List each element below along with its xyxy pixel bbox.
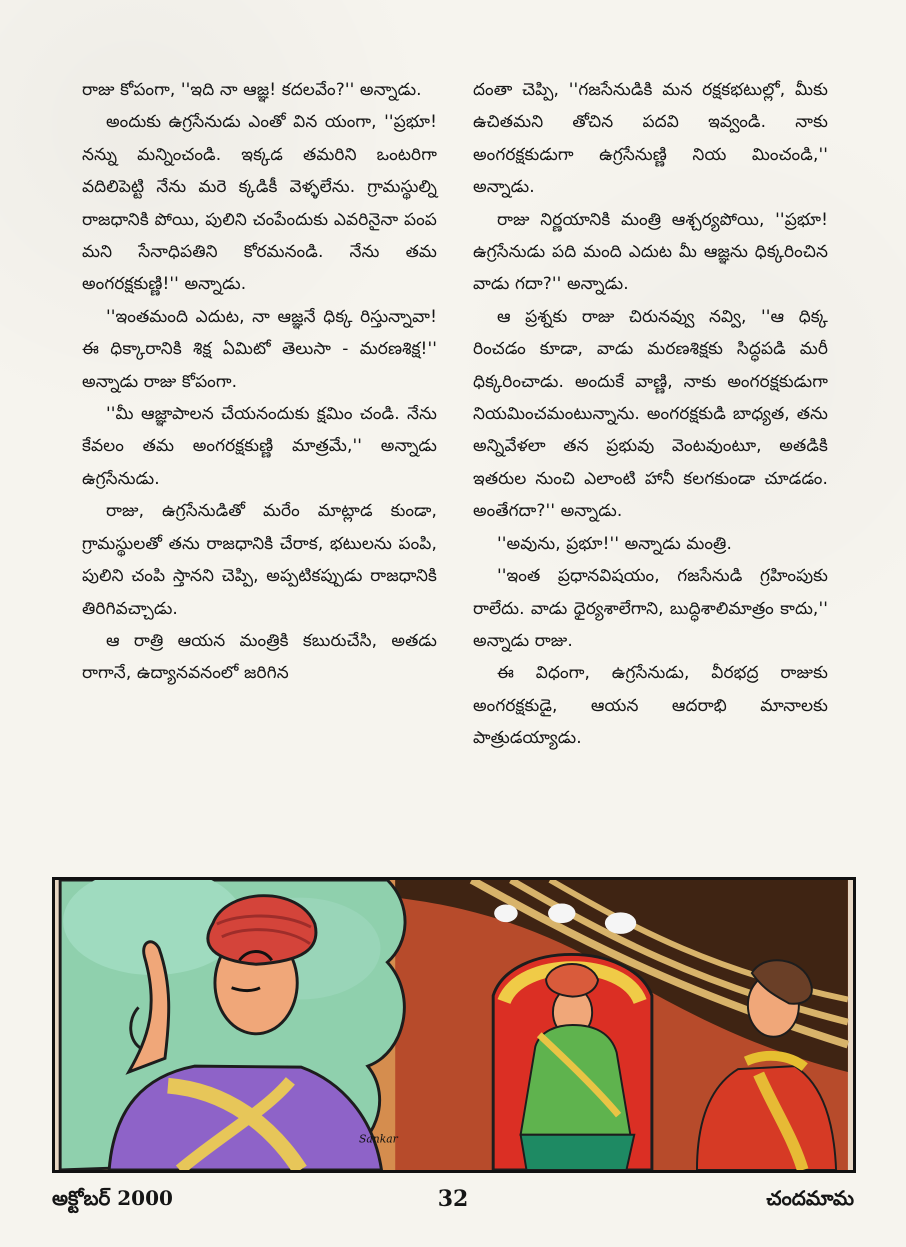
- paragraph: రాజు కోపంగా, ''ఇది నా ఆజ్ఞ! కదలవేం?'' అన్నాడు.: [82, 80, 422, 100]
- right-column: [473, 74, 828, 864]
- story-illustration: [52, 877, 856, 1173]
- story-text: [82, 74, 828, 864]
- page-footer: [0, 1186, 906, 1230]
- paragraph: ''మీ ఆజ్ఞాపాలన చేయనందుకు క్షమిం చండి. నేను కేవలం తమ అంగరక్షకుణ్ణి మాత్రమే,'' అన్నాడు ఉగ్రసేనుడు.: [82, 404, 437, 489]
- paragraph: ''అవును, ప్రభూ!'' అన్నాడు మంత్రి.: [497, 533, 732, 554]
- issue-date: అక్టోబర్ 2000: [52, 1186, 173, 1210]
- paragraph: అందుకు ఉగ్రసేనుడు ఎంతో విన యంగా, ''ప్రభూ! నన్ను మన్నించండి. ఇక్కడ తమరిని ఒంటరిగా వదిలిపెట్టి నేను మరె క్కడికీ వెళ్ళలేను. గ్రామస్థుల్ని రాజధానికి పోయి, పులిని చంపేందుకు ఎవరినైనా పంప మని సేనాధిపతిని కోరమనండి. నేను తమ అంగరక్షకుణ్ణి!'' అన్నాడు.: [82, 112, 437, 295]
- paragraph: ''ఇంత ప్రధానవిషయం, గజసేనుడి గ్రహింపుకు రాలేదు. వాడు ధైర్యశాలేగాని, బుద్ధిశాలిమాత్రం కాదు,'' అన్నాడు రాజు.: [473, 566, 828, 651]
- paragraph: ఈ విధంగా, ఉగ్రసేనుడు, వీరభద్ర రాజుకు అంగరక్షకుడై, ఆయన ఆదరాభి మానాలకు పాత్రుడయ్యాడు.: [473, 663, 828, 749]
- paragraph: ఆ రాత్రి ఆయన మంత్రికి కబురుచేసి, అతడు రాగానే, ఉద్యానవనంలో జరిగిన: [82, 630, 437, 684]
- left-column: [82, 74, 437, 864]
- paragraph: రాజు నిర్ణయానికి మంత్రి ఆశ్చర్యపోయి, ''ప్రభూ! ఉగ్రసేనుడు పది మంది ఎదుట మీ ఆజ్ఞను ధిక్కరించిన వాడు గదా?'' అన్నాడు.: [473, 209, 828, 295]
- illustration-artwork: [55, 880, 853, 1170]
- artist-signature: Sankar: [358, 1132, 398, 1146]
- paragraph: దంతా చెప్పి, ''గజసేనుడికి మన రక్షకభటుల్లో, మీకు ఉచితమని తోచిన పదవి ఇవ్వండి. నాకు అంగరక్షకుడుగా ఉగ్రసేనుణ్ణి నియ మించండి,'' అన్నాడు.: [473, 80, 828, 198]
- paragraph: ''ఇంతమంది ఎదుట, నా ఆజ్ఞనే ధిక్క రిస్తున్నావా! ఈ ధిక్కారానికి శిక్ష ఏమిటో తెలుసా - మరణశిక్ష!'' అన్నాడు రాజు కోపంగా.: [82, 306, 437, 392]
- magazine-title: చందమామ: [766, 1186, 854, 1210]
- page-number: 32: [437, 1186, 469, 1212]
- paragraph: రాజు, ఉగ్రసేనుడితో మరేం మాట్లాడ కుండా, గ్రామస్థులతో తను రాజధానికి చేరాక, భటులను పంపి, పులిని చంపి స్తానని చెప్పి, అప్పటికప్పుడు రాజధానికి తిరిగివచ్చాడు.: [82, 501, 437, 619]
- paragraph: ఆ ప్రశ్నకు రాజు చిరునవ్వు నవ్వి, ''ఆ ధిక్క రించడం కూడా, వాడు మరణశిక్షకు సిద్ధపడి మరీ ధిక్కరించాడు. అందుకే వాణ్ణి, నాకు అంగరక్షకుడుగా నియమించమంటున్నాను. అంగరక్షకుడి బాధ్యత, తను అన్నివేళలా తన ప్రభువు వెంటవుంటూ, అతడికి ఇతరుల నుంచి ఎలాంటి హానీ కలగకుండా చూడడం. అంతేగదా?'' అన్నాడు.: [473, 306, 828, 522]
